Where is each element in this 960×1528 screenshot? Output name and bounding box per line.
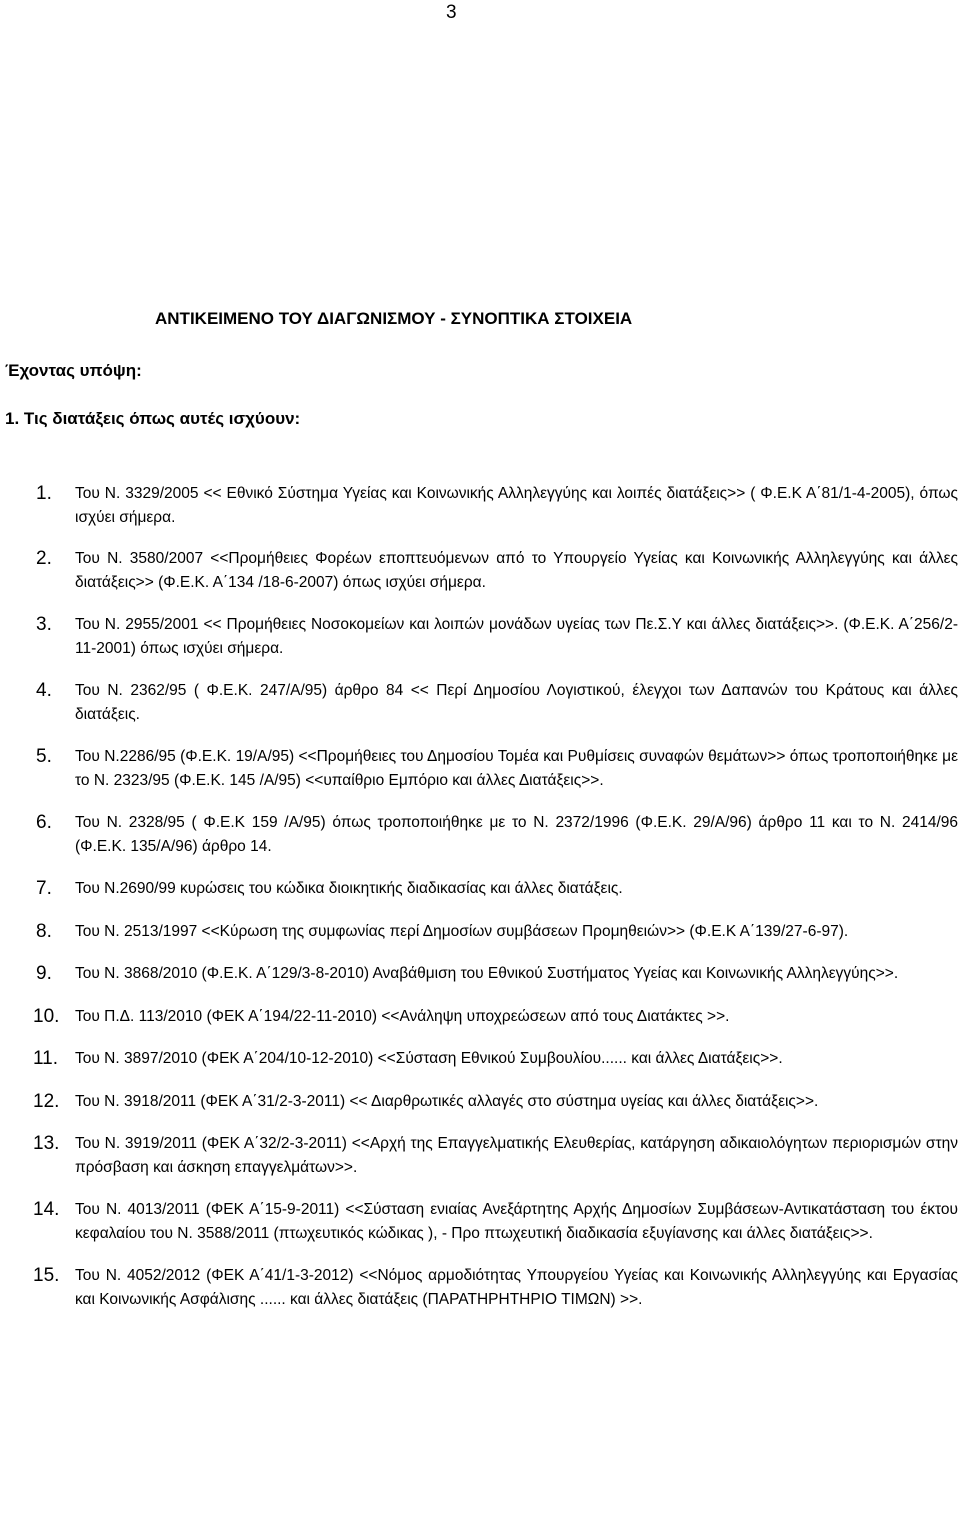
- item-number: 9.: [36, 963, 52, 984]
- item-number: 14.: [33, 1199, 60, 1220]
- item-number: 3.: [36, 614, 52, 635]
- item-number: 13.: [33, 1133, 60, 1154]
- item-text: Του Ν. 3919/2011 (ΦΕΚ Α΄32/2-3-2011) <<Αρχή της Επαγγελματικής Ελευθερίας, κατάργηση αδικαιολόγητων περιορισμών στην πρόσβαση και άσκηση επαγγελμάτων>>.: [75, 1135, 958, 1176]
- item-text: Του Ν. 2362/95 ( Φ.Ε.Κ. 247/Α/95) άρθρο 84 << Περί Δημοσίου Λογιστικού, έλεγχοι των Δαπανών του Κράτους και άλλες διατάξεις.: [75, 682, 958, 723]
- list-item: [33, 1264, 958, 1311]
- list-item: [33, 1132, 958, 1179]
- item-number: 15.: [33, 1265, 60, 1286]
- list-item: [33, 1090, 958, 1114]
- item-number: 2.: [36, 548, 52, 569]
- law-list: [33, 482, 958, 1330]
- list-item: [36, 920, 958, 944]
- list-item: [33, 1198, 958, 1245]
- item-text: Του Ν. 3868/2010 (Φ.Ε.Κ. Α΄129/3-8-2010) Αναβάθμιση του Εθνικού Συστήματος Υγείας και Κοινωνικής Αλληλεγγύης>>.: [75, 965, 899, 982]
- item-text: Του Ν.2286/95 (Φ.Ε.Κ. 19/Α/95) <<Προμήθειες του Δημοσίου Τομέα και Ρυθμίσεις συναφών θεμάτων>> όπως τροποποιήθηκε με το Ν. 2323/95 (Φ.Ε.Κ. 145 /Α/95) <<υπαίθριο Εμπόριο και άλλες Διατάξεις>>.: [75, 748, 958, 789]
- list-item: [36, 877, 958, 901]
- document-title: ΑΝΤΙΚΕΙΜΕΝΟ ΤΟΥ ΔΙΑΓΩΝΙΣΜΟΥ - ΣΥΝΟΠΤΙΚΑ ΣΤΟΙΧΕΙΑ: [155, 309, 633, 328]
- list-item: [36, 547, 958, 594]
- list-item: [36, 613, 958, 660]
- list-item: [36, 745, 958, 792]
- item-text: Του Ν. 2513/1997 <<Κύρωση της συμφωνίας περί Δημοσίων συμβάσεων Προμηθειών>> (Φ.Ε.Κ Α΄139/27-6-97).: [75, 922, 849, 940]
- item-number: 12.: [33, 1090, 60, 1112]
- item-text: Του Ν. 2955/2001 << Προμήθειες Νοσοκομείων και λοιπών μονάδων υγείας των Πε.Σ.Υ και άλλες διατάξεις>>. (Φ.Ε.Κ. Α΄256/2-11-2001) όπως ισχύει σήμερα.: [75, 616, 958, 657]
- item-text: Του Ν. 3580/2007 <<Προμήθειες Φορέων εποπτευόμενων από το Υπουργείο Υγείας και Κοινωνικής Αλληλεγγύης και άλλες διατάξεις>> (Φ.Ε.Κ. Α΄134 /18-6-2007) όπως ισχύει σήμερα.: [75, 550, 958, 591]
- item-number: 8.: [36, 920, 52, 942]
- list-item: [36, 679, 958, 726]
- item-text: Του Π.Δ. 113/2010 (ΦΕΚ Α΄194/22-11-2010) <<Ανάληψη υποχρεώσεων από τους Διατάκτες >>.: [75, 1007, 730, 1025]
- item-number: 5.: [36, 746, 52, 767]
- page-number: 3: [446, 2, 457, 23]
- given-heading: Έχοντας υπόψη:: [5, 361, 142, 380]
- item-number: 7.: [36, 878, 52, 899]
- item-number: 4.: [36, 680, 52, 701]
- list-item: [36, 962, 958, 986]
- item-text: Του Ν. 2328/95 ( Φ.Ε.Κ 159 /Α/95) όπως τροποποιήθηκε με το Ν. 2372/1996 (Φ.Ε.Κ. 29/Α/96) άρθρο 11 και το Ν. 2414/96 (Φ.Ε.Κ. 135/Α/96) άρθρο 14.: [75, 814, 958, 855]
- item-text: Του Ν. 3897/2010 (ΦΕΚ Α΄204/10-12-2010) <<Σύσταση Εθνικού Συμβουλίου...... και άλλες Διατάξεις>>.: [75, 1050, 783, 1067]
- provisions-heading: 1. Τις διατάξεις όπως αυτές ισχύουν:: [5, 409, 301, 428]
- item-text: Του Ν. 4013/2011 (ΦΕΚ Α΄15-9-2011) <<Σύσταση ενιαίας Ανεξάρτητης Αρχής Δημοσίων Συμβάσεων-Αντικατάσταση του έκτου κεφαλαίου του Ν. 3588/2011 (πτωχευτικός κώδικας ), - Προ πτωχευτική διαδικασία εξυγίανσης και άλλες διατάξεις>>.: [75, 1201, 958, 1242]
- item-number: 6.: [36, 812, 52, 833]
- item-text: Του Ν. 3918/2011 (ΦΕΚ Α΄31/2-3-2011) << Διαρθρωτικές αλλαγές στο σύστημα υγείας και άλλες διατάξεις>>.: [75, 1092, 819, 1110]
- item-text: Του Ν. 4052/2012 (ΦΕΚ Α΄41/1-3-2012) <<Νόμος αρμοδιότητας Υπουργείου Υγείας και Κοινωνικής Αλληλεγγύης και Εργασίας και Κοινωνικής Ασφάλισης ...... και άλλες διατάξεις (ΠΑΡΑΤΗΡΗΤΗΡΙΟ ΤΙΜΩΝ) >>.: [75, 1267, 958, 1308]
- item-text: Του Ν. 3329/2005 << Εθνικό Σύστημα Υγείας και Κοινωνικής Αλληλεγγύης και λοιπές διατάξεις>> ( Φ.Ε.Κ Α΄81/1-4-2005), όπως ισχύει σήμερα.: [75, 485, 958, 526]
- item-number: 11.: [33, 1048, 59, 1069]
- item-number: 10.: [33, 1005, 60, 1027]
- list-item: [33, 1047, 958, 1071]
- list-item: [33, 1005, 958, 1029]
- list-item: [36, 482, 958, 529]
- item-text: Του Ν.2690/99 κυρώσεις του κώδικα διοικητικής διαδικασίας και άλλες διατάξεις.: [75, 880, 623, 897]
- item-number: 1.: [36, 483, 52, 504]
- list-item: [36, 811, 958, 858]
